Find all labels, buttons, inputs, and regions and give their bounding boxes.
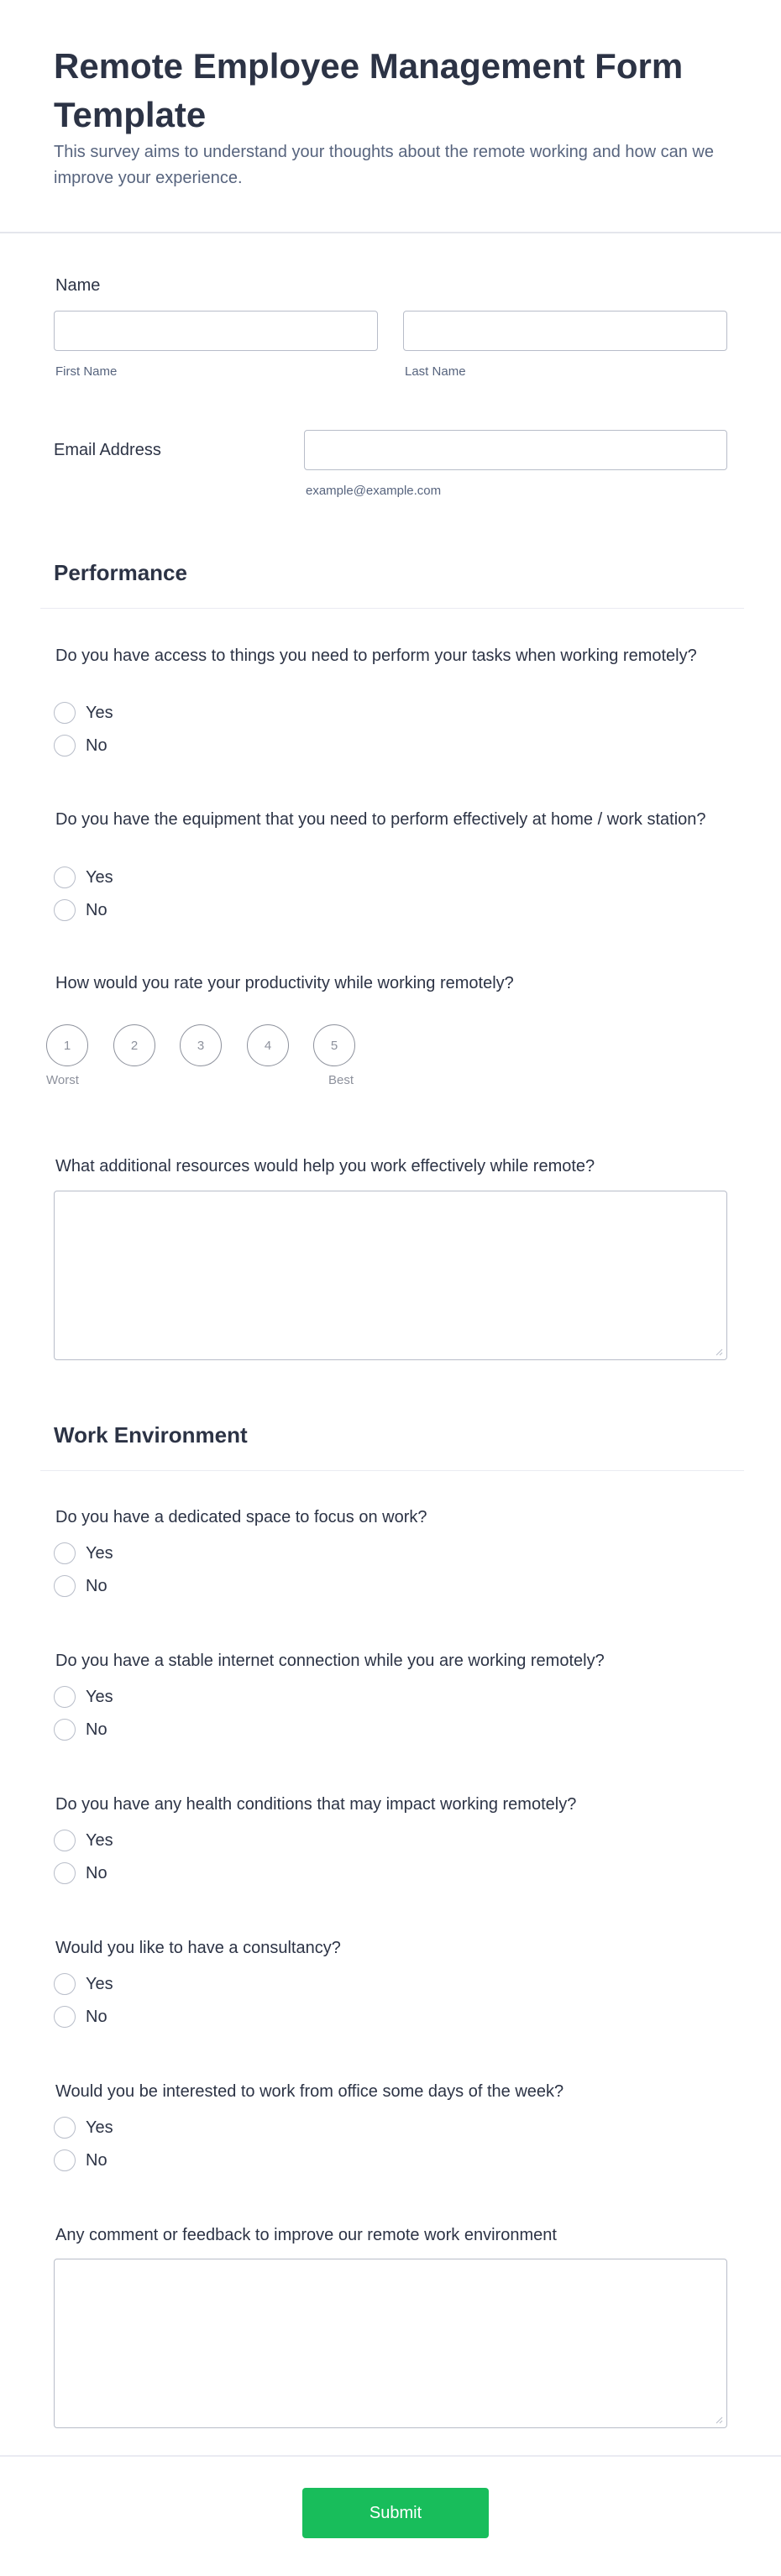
radio-circle-icon[interactable] xyxy=(54,1973,76,1995)
rating-3-button[interactable]: 3 xyxy=(180,1024,222,1066)
health-yes-option[interactable] xyxy=(54,1829,113,1852)
radio-label: Yes xyxy=(86,1830,113,1850)
form-title: Remote Employee Management Form Template xyxy=(54,46,684,134)
radio-circle-icon[interactable] xyxy=(54,1830,76,1851)
form-subtitle: This survey aims to understand your thoughts about the remote working and how can we improve your experience. xyxy=(54,143,714,187)
radio-circle-icon[interactable] xyxy=(54,2006,76,2028)
performance-divider xyxy=(40,608,744,609)
radio-circle-icon[interactable] xyxy=(54,1686,76,1708)
consultancy-no-option[interactable] xyxy=(54,2005,107,2029)
radio-label: Yes xyxy=(86,1543,113,1563)
radio-label: Yes xyxy=(86,867,113,887)
radio-circle-icon[interactable] xyxy=(54,1575,76,1597)
resources-question: What additional resources would help you work effectively while remote? xyxy=(55,1157,595,1175)
equipment-question: Do you have the equipment that you need to perform effectively at home / work station? xyxy=(55,810,706,829)
performance-heading: Performance xyxy=(54,560,187,585)
radio-circle-icon[interactable] xyxy=(54,702,76,724)
access-yes-option[interactable] xyxy=(54,701,113,725)
name-label: Name xyxy=(55,276,101,295)
equipment-yes-option[interactable] xyxy=(54,866,113,889)
rating-4-button[interactable]: 4 xyxy=(247,1024,289,1066)
radio-circle-icon[interactable] xyxy=(54,2117,76,2139)
radio-label: Yes xyxy=(86,2118,113,2137)
radio-label: Yes xyxy=(86,1687,113,1706)
health-no-option[interactable] xyxy=(54,1861,107,1885)
radio-label: Yes xyxy=(86,1974,113,1993)
internet-no-option[interactable] xyxy=(54,1718,107,1741)
access-question: Do you have access to things you need to perform your tasks when working remotely? xyxy=(55,647,697,665)
office-days-yes-option[interactable] xyxy=(54,2116,113,2139)
office-days-question: Would you be interested to work from office some days of the week? xyxy=(55,2082,564,2101)
radio-label: No xyxy=(86,2007,107,2026)
resize-grip-icon[interactable] xyxy=(715,2416,723,2424)
dedicated-space-question: Do you have a dedicated space to focus on work? xyxy=(55,1508,427,1526)
radio-label: No xyxy=(86,1720,107,1739)
productivity-question: How would you rate your productivity while working remotely? xyxy=(55,974,514,992)
email-input[interactable] xyxy=(304,430,727,470)
radio-circle-icon[interactable] xyxy=(54,1719,76,1741)
work-environment-heading: Work Environment xyxy=(54,1422,248,1448)
radio-label: No xyxy=(86,1863,107,1882)
first-name-input[interactable] xyxy=(54,311,378,351)
consultancy-question: Would you like to have a consultancy? xyxy=(55,1939,341,1957)
radio-circle-icon[interactable] xyxy=(54,1862,76,1884)
radio-circle-icon[interactable] xyxy=(54,867,76,888)
dedicated-space-no-option[interactable] xyxy=(54,1574,107,1598)
rating-2-button[interactable]: 2 xyxy=(113,1024,155,1066)
equipment-no-option[interactable] xyxy=(54,898,107,922)
footer-divider xyxy=(0,2455,781,2457)
access-no-option[interactable] xyxy=(54,734,107,757)
submit-button[interactable]: Submit xyxy=(302,2488,489,2538)
radio-label: No xyxy=(86,2150,107,2170)
rating-5-button[interactable]: 5 xyxy=(313,1024,355,1066)
dedicated-space-yes-option[interactable] xyxy=(54,1542,113,1565)
last-name-sublabel: Last Name xyxy=(405,364,466,379)
feedback-question: Any comment or feedback to improve our remote work environment xyxy=(55,2226,557,2244)
office-days-no-option[interactable] xyxy=(54,2149,107,2172)
internet-question: Do you have a stable internet connection while you are working remotely? xyxy=(55,1652,605,1670)
feedback-textarea[interactable] xyxy=(54,2259,727,2428)
radio-label: Yes xyxy=(86,703,113,722)
rating-best-caption: Best xyxy=(328,1073,354,1087)
radio-circle-icon[interactable] xyxy=(54,735,76,757)
email-sublabel: example@example.com xyxy=(306,484,442,498)
radio-label: No xyxy=(86,736,107,755)
work-environment-divider xyxy=(40,1470,744,1471)
radio-circle-icon[interactable] xyxy=(54,2149,76,2171)
health-question: Do you have any health conditions that may impact working remotely? xyxy=(55,1795,577,1814)
internet-yes-option[interactable] xyxy=(54,1685,113,1709)
last-name-input[interactable] xyxy=(403,311,727,351)
first-name-sublabel: First Name xyxy=(55,364,118,379)
radio-label: No xyxy=(86,1576,107,1595)
radio-label: No xyxy=(86,900,107,919)
radio-circle-icon[interactable] xyxy=(54,1542,76,1564)
rating-1-button[interactable]: 1 xyxy=(46,1024,88,1066)
resize-grip-icon[interactable] xyxy=(715,1348,723,1356)
rating-worst-caption: Worst xyxy=(46,1073,79,1087)
consultancy-yes-option[interactable] xyxy=(54,1972,113,1996)
radio-circle-icon[interactable] xyxy=(54,899,76,921)
resources-textarea[interactable] xyxy=(54,1191,727,1360)
email-label: Email Address xyxy=(54,441,161,459)
form-header xyxy=(0,0,781,233)
